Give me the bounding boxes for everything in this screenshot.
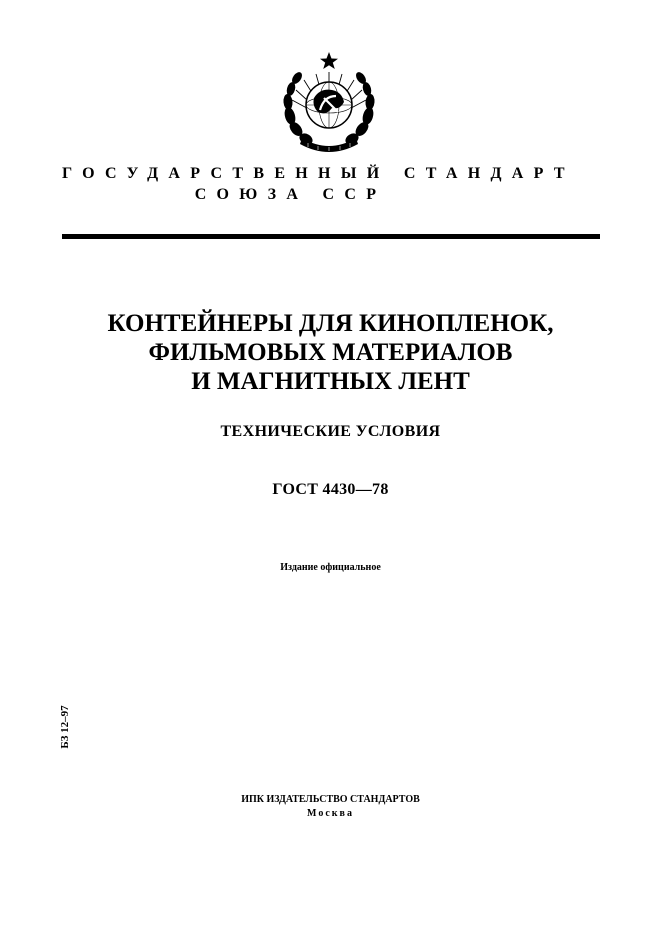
title-line: ФИЛЬМОВЫХ МАТЕРИАЛОВ xyxy=(148,339,513,366)
title-line: И МАГНИТНЫХ ЛЕНТ xyxy=(191,368,470,395)
side-code-text: БЗ 12–97 xyxy=(59,705,71,749)
standard-number: ГОСТ 4430—78 xyxy=(272,481,389,498)
header-divider xyxy=(62,234,600,239)
header-state-standard: ГОСУДАРСТВЕННЫЙ СТАНДАРТ xyxy=(62,165,575,182)
publisher-city: Москва xyxy=(307,808,354,819)
header-ussr: СОЮЗА ССР xyxy=(194,186,387,203)
title-line: КОНТЕЙНЕРЫ ДЛЯ КИНОПЛЕНОК, xyxy=(107,310,554,337)
ussr-state-emblem-icon xyxy=(274,50,384,156)
publisher-name: ИПК ИЗДАТЕЛЬСТВО СТАНДАРТОВ xyxy=(241,794,420,805)
side-code xyxy=(58,695,72,759)
edition-note: Издание официальное xyxy=(280,562,381,573)
document-subtitle: ТЕХНИЧЕСКИЕ УСЛОВИЯ xyxy=(220,423,441,440)
document-title xyxy=(0,309,661,396)
